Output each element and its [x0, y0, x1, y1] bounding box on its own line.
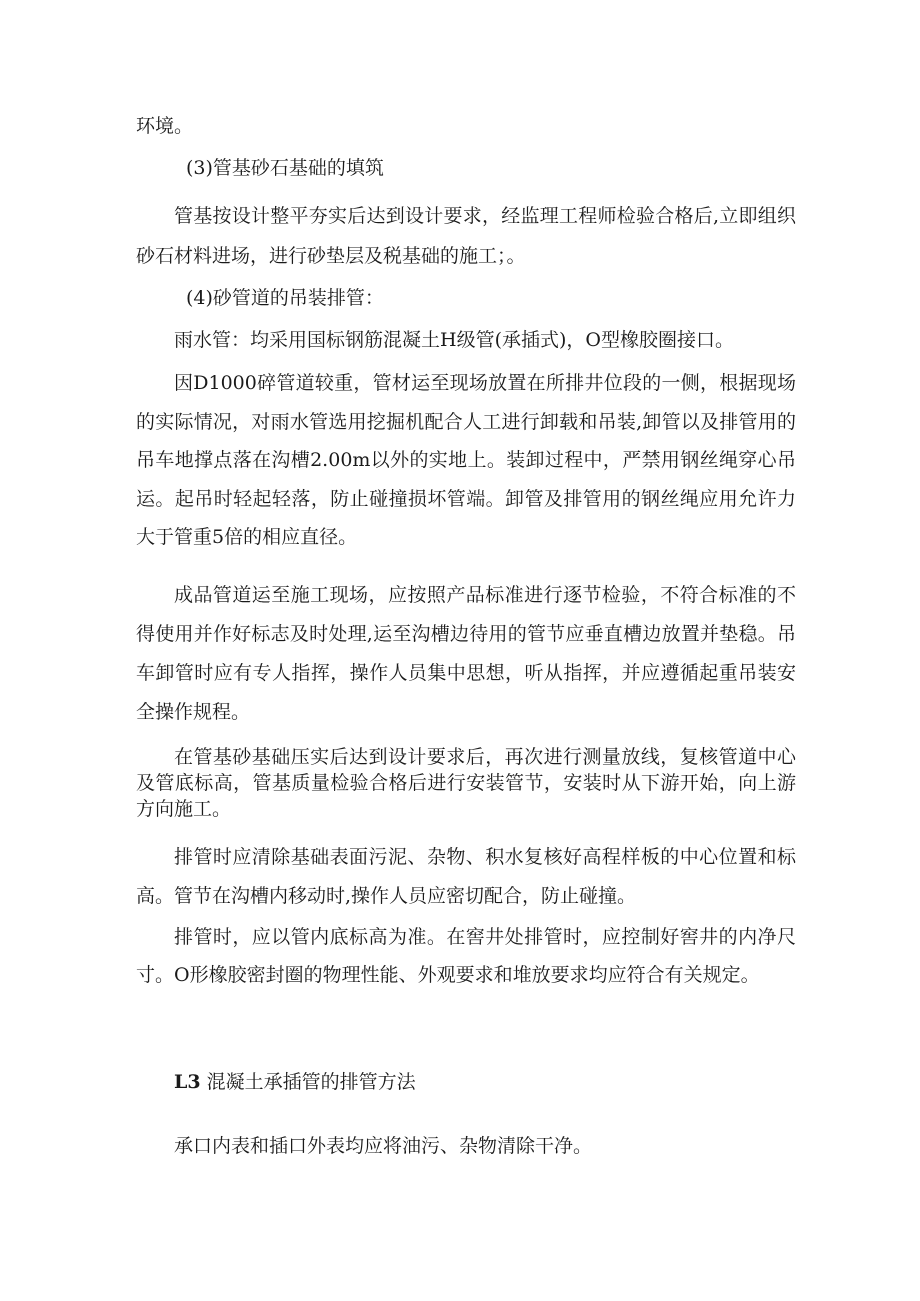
- paragraph-continuation: 环境。: [136, 115, 194, 137]
- section-title: 混凝土承插管的排管方法: [206, 1071, 416, 1093]
- section-number: L3: [174, 1071, 201, 1093]
- subheading-3: (3)管基砂石基础的填筑: [186, 157, 384, 179]
- section-heading: [0, 1070, 920, 1094]
- paragraph-inspection: 成品管道运至施工现场，应按照产品标准进行逐节检验，不符合标准的不得使用并作好标志及时处理,运至沟槽边待用的管节应垂直槽边放置并垫稳。吊车卸管时应有专人指挥，操作人员集中思想，听从指挥，并应遵循起重吊装安全操作规程。: [136, 584, 796, 723]
- paragraph-rain-pipe: 雨水管：均采用国标钢筋混凝土H级管(承插式)，O型橡胶圈接口。: [174, 329, 734, 351]
- paragraph-cleaning-socket: 承口内表和插口外表均应将油污、杂物清除干净。: [174, 1135, 593, 1157]
- paragraph-foundation: 管基按设计整平夯实后达到设计要求，经监理工程师检验合格后,立即组织砂石材料进场，进行砂垫层及税基础的施工；。: [136, 205, 796, 267]
- paragraph-lifting: 因D1000碎管道较重，管材运至现场放置在所排井位段的一侧，根据现场的实际情况，对雨水管选用挖掘机配合人工进行卸载和吊装,卸管以及排管用的吊车地撑点落在沟槽2.00m以外的实地上。装卸过程中，严禁用钢丝绳穿心吊运。起吊时轻起轻落，防止碰撞损坏管端。卸管及排管用的钢丝绳应用允许力大于管重5倍的相应直径。: [136, 372, 796, 548]
- paragraph-gasket: 排管时，应以管内底标高为准。在窖井处排管时，应控制好窖井的内净尺寸。O形橡胶密封圈的物理性能、外观要求和堆放要求均应符合有关规定。: [136, 926, 796, 986]
- subheading-4: (4)砂管道的吊装排管：: [186, 287, 384, 309]
- paragraph-surveying: 在管基砂基础压实后达到设计要求后，再次进行测量放线，复核管道中心及管底标高，管基质量检验合格后进行安装管节，安装时从下游开始，向上游方向施工。: [136, 746, 796, 820]
- paragraph-cleaning: 排管时应清除基础表面污泥、杂物、积水复核好高程样板的中心位置和标高。管节在沟槽内移动时,操作人员应密切配合，防止碰撞。: [136, 846, 796, 907]
